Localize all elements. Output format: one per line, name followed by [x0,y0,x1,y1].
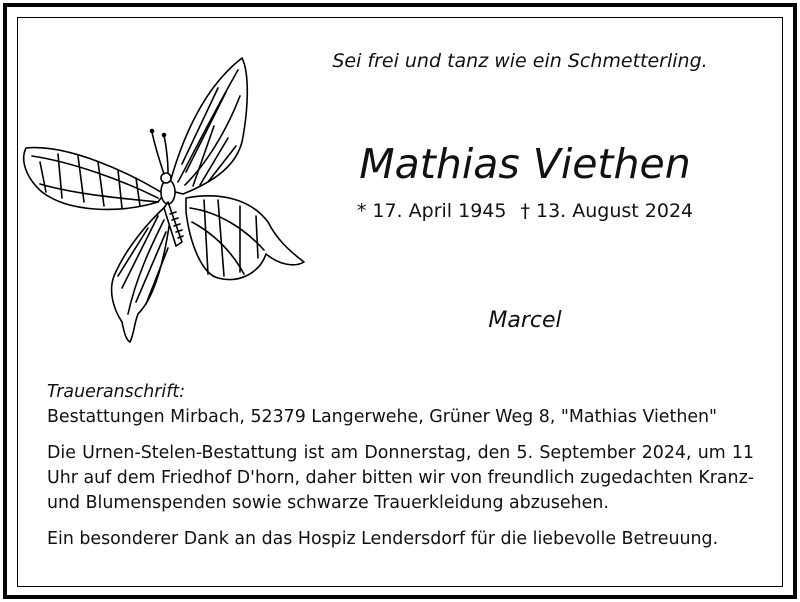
mourning-address: Bestattungen Mirbach, 52379 Langerwehe, Grüner Weg 8, "Mathias Viethen" [47,407,718,427]
birth-date: * 17. April 1945 [356,200,507,222]
address-label: Traueranschrift: [47,382,186,402]
notice-body [47,380,754,552]
mourner-name: Marcel [488,308,562,333]
motto: Sei frei und tanz wie ein Schmetterling. [332,50,708,72]
thanks-note: Ein besonderer Dank an das Hospiz Lendersdorf für die liebevolle Betreuung. [47,529,719,549]
death-date: † 13. August 2024 [520,200,694,222]
deceased-name: Mathias Viethen [359,140,691,188]
ceremony-details: Die Urnen-Stelen-Bestattung ist am Donnerstag, den 5. September 2024, um 11 Uhr auf dem Friedhof D'horn, daher bitten wir von freundlich zugedachten Kranz- und Blumenspenden sowie schwarze Trauerkleidung abzusehen. [47,443,754,513]
butterfly-icon [18,52,310,344]
life-dates [330,200,720,222]
